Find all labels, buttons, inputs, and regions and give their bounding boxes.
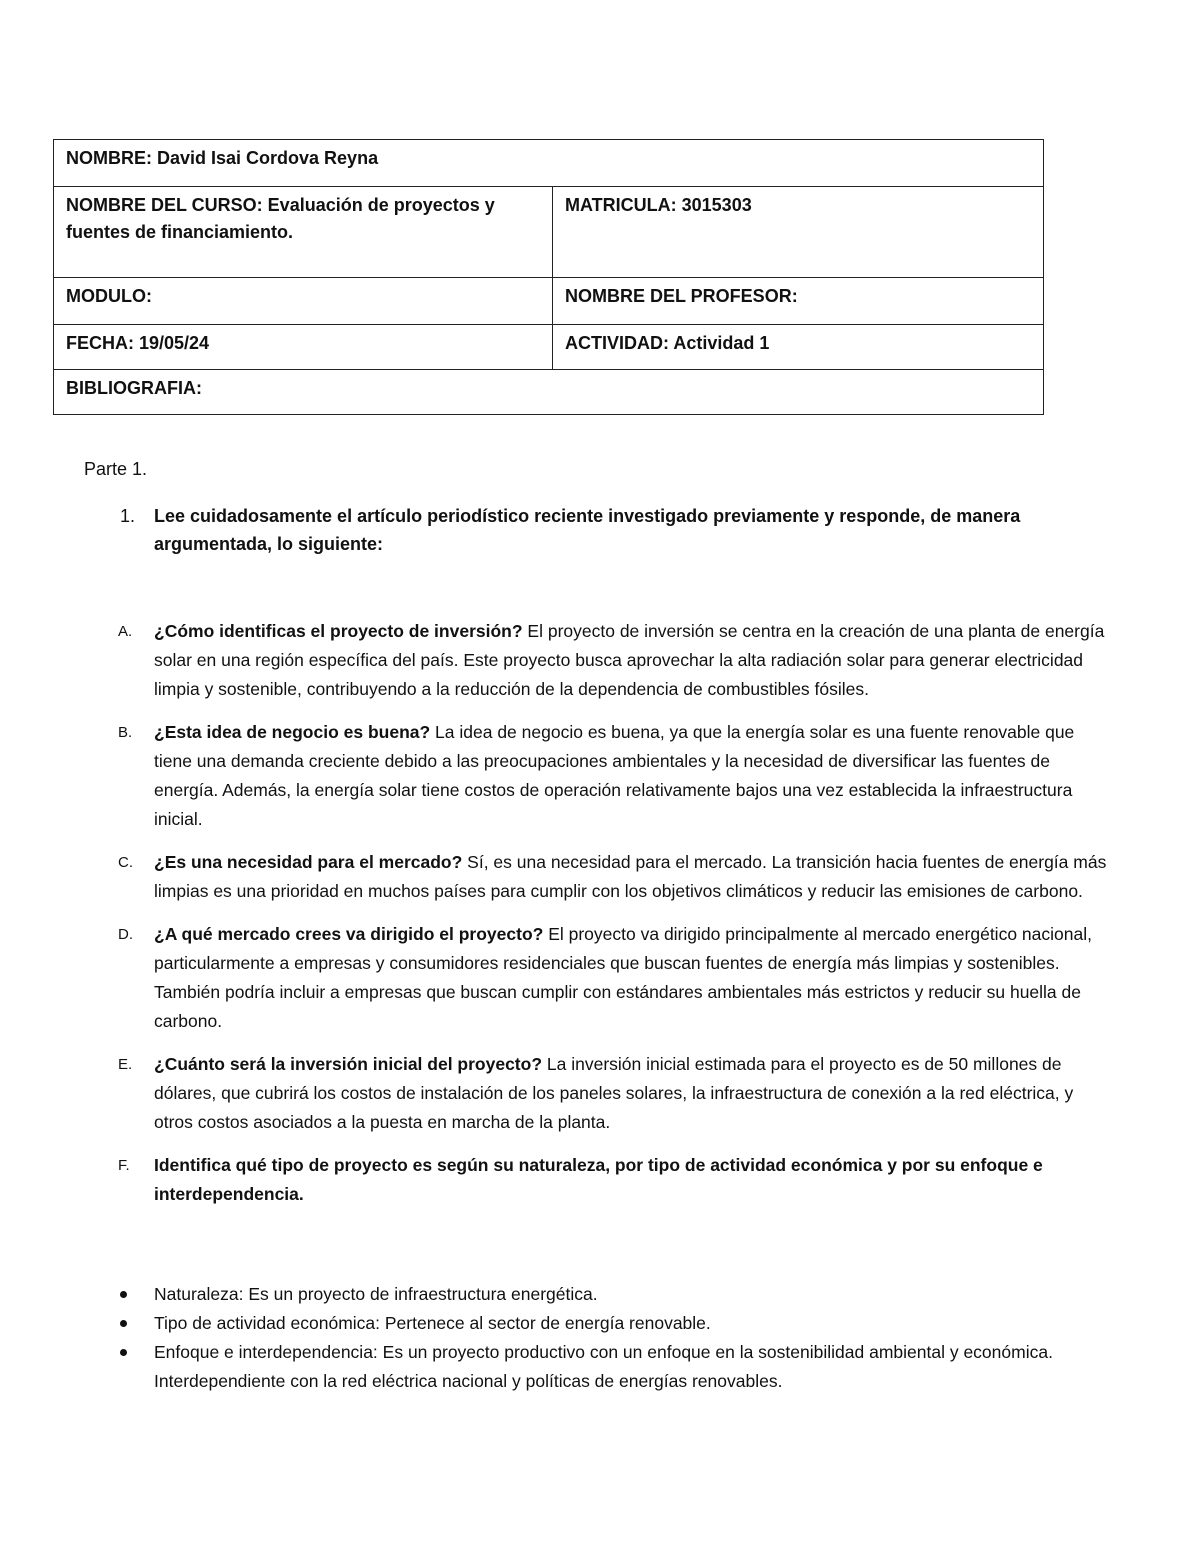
curso-cell: NOMBRE DEL CURSO: Evaluación de proyectos y fuentes de financiamiento. (54, 187, 553, 278)
list-item (118, 1151, 1113, 1209)
item-letter: D. (118, 926, 133, 943)
item-question: ¿Cuánto será la inversión inicial del proyecto? (154, 1054, 543, 1074)
list-item (118, 848, 1113, 906)
modulo-cell: MODULO: (54, 278, 553, 325)
bullet-dot-icon (120, 1291, 127, 1298)
item-question: ¿Cómo identificas el proyecto de inversión? (154, 621, 523, 641)
bullet-text: Enfoque e interdependencia: Es un proyecto productivo con un enfoque en la sostenibilidad ambiental y económica. Interdependiente con la red eléctrica nacional y políticas de energías renovables. (154, 1342, 1053, 1391)
item-question: Identifica qué tipo de proyecto es según su naturaleza, por tipo de actividad económica y por su enfoque e interdependencia. (154, 1155, 1043, 1204)
bullet-item (118, 1338, 1113, 1396)
classification-bullets (118, 1280, 1113, 1396)
item-letter: B. (118, 724, 133, 741)
item-letter: C. (118, 854, 133, 871)
bullet-item (118, 1280, 1113, 1309)
item-letter: E. (118, 1056, 133, 1073)
item-answer: La idea de negocio es buena, ya que la energía solar es una fuente renovable que tiene una demanda creciente debido a las preocupaciones ambientales y la necesidad de diversificar las fuentes de energía. Además, la energía solar tiene costos de operación relativamente bajos una vez establecida la infraestructura inicial. (154, 722, 1075, 829)
item-question: ¿A qué mercado crees va dirigido el proyecto? (154, 924, 544, 944)
bullet-text: Tipo de actividad económica: Pertenece al sector de energía renovable. (154, 1313, 711, 1333)
profesor-cell: NOMBRE DEL PROFESOR: (553, 278, 1044, 325)
list-item (118, 1050, 1113, 1137)
list-item (118, 617, 1113, 704)
list-item (118, 920, 1113, 1036)
item-question: ¿Esta idea de negocio es buena? (154, 722, 431, 742)
actividad-cell: ACTIVIDAD: Actividad 1 (553, 325, 1044, 370)
question-text: Lee cuidadosamente el artículo periodístico reciente investigado previamente y responde, de manera argumentada, lo siguiente: (154, 506, 1021, 554)
bullet-dot-icon (120, 1349, 127, 1356)
bullet-text: Naturaleza: Es un proyecto de infraestructura energética. (154, 1284, 598, 1304)
item-letter: F. (118, 1157, 130, 1174)
item-answer: El proyecto de inversión se centra en la creación de una planta de energía solar en una región específica del país. Este proyecto busca aprovechar la alta radiación solar para generar electricidad limpia y sostenible, contribuyendo a la reducción de la dependencia de combustibles fósiles. (154, 621, 1105, 699)
item-question: ¿Es una necesidad para el mercado? (154, 852, 463, 872)
question-1 (120, 502, 1070, 558)
fecha-cell: FECHA: 19/05/24 (54, 325, 553, 370)
bullet-dot-icon (120, 1320, 127, 1327)
list-item (118, 718, 1113, 834)
nombre-cell: NOMBRE: David Isai Cordova Reyna (54, 140, 1044, 187)
bibliografia-cell: BIBLIOGRAFIA: (54, 370, 1044, 415)
student-info-table (53, 139, 1044, 415)
item-answer: La inversión inicial estimada para el proyecto es de 50 millones de dólares, que cubrirá los costos de instalación de los paneles solares, la infraestructura de conexión a la red eléctrica, y otros costos asociados a la puesta en marcha de la planta. (154, 1054, 1074, 1132)
bullet-item (118, 1309, 1113, 1338)
item-answer: Sí, es una necesidad para el mercado. La transición hacia fuentes de energía más limpias es una prioridad en muchos países para cumplir con los objetivos climáticos y reducir las emisiones de carbono. (154, 852, 1107, 901)
section-heading: Parte 1. (84, 459, 148, 479)
matricula-cell: MATRICULA: 3015303 (553, 187, 1044, 278)
answer-list (118, 617, 1113, 1223)
item-letter: A. (118, 623, 133, 640)
item-answer: El proyecto va dirigido principalmente al mercado energético nacional, particularmente a empresas y consumidores residenciales que buscan fuentes de energía más limpias y sostenibles. También podría incluir a empresas que buscan cumplir con estándares ambientales más estrictos y reducir su huella de carbono. (154, 924, 1092, 1031)
question-number: 1. (120, 506, 136, 526)
